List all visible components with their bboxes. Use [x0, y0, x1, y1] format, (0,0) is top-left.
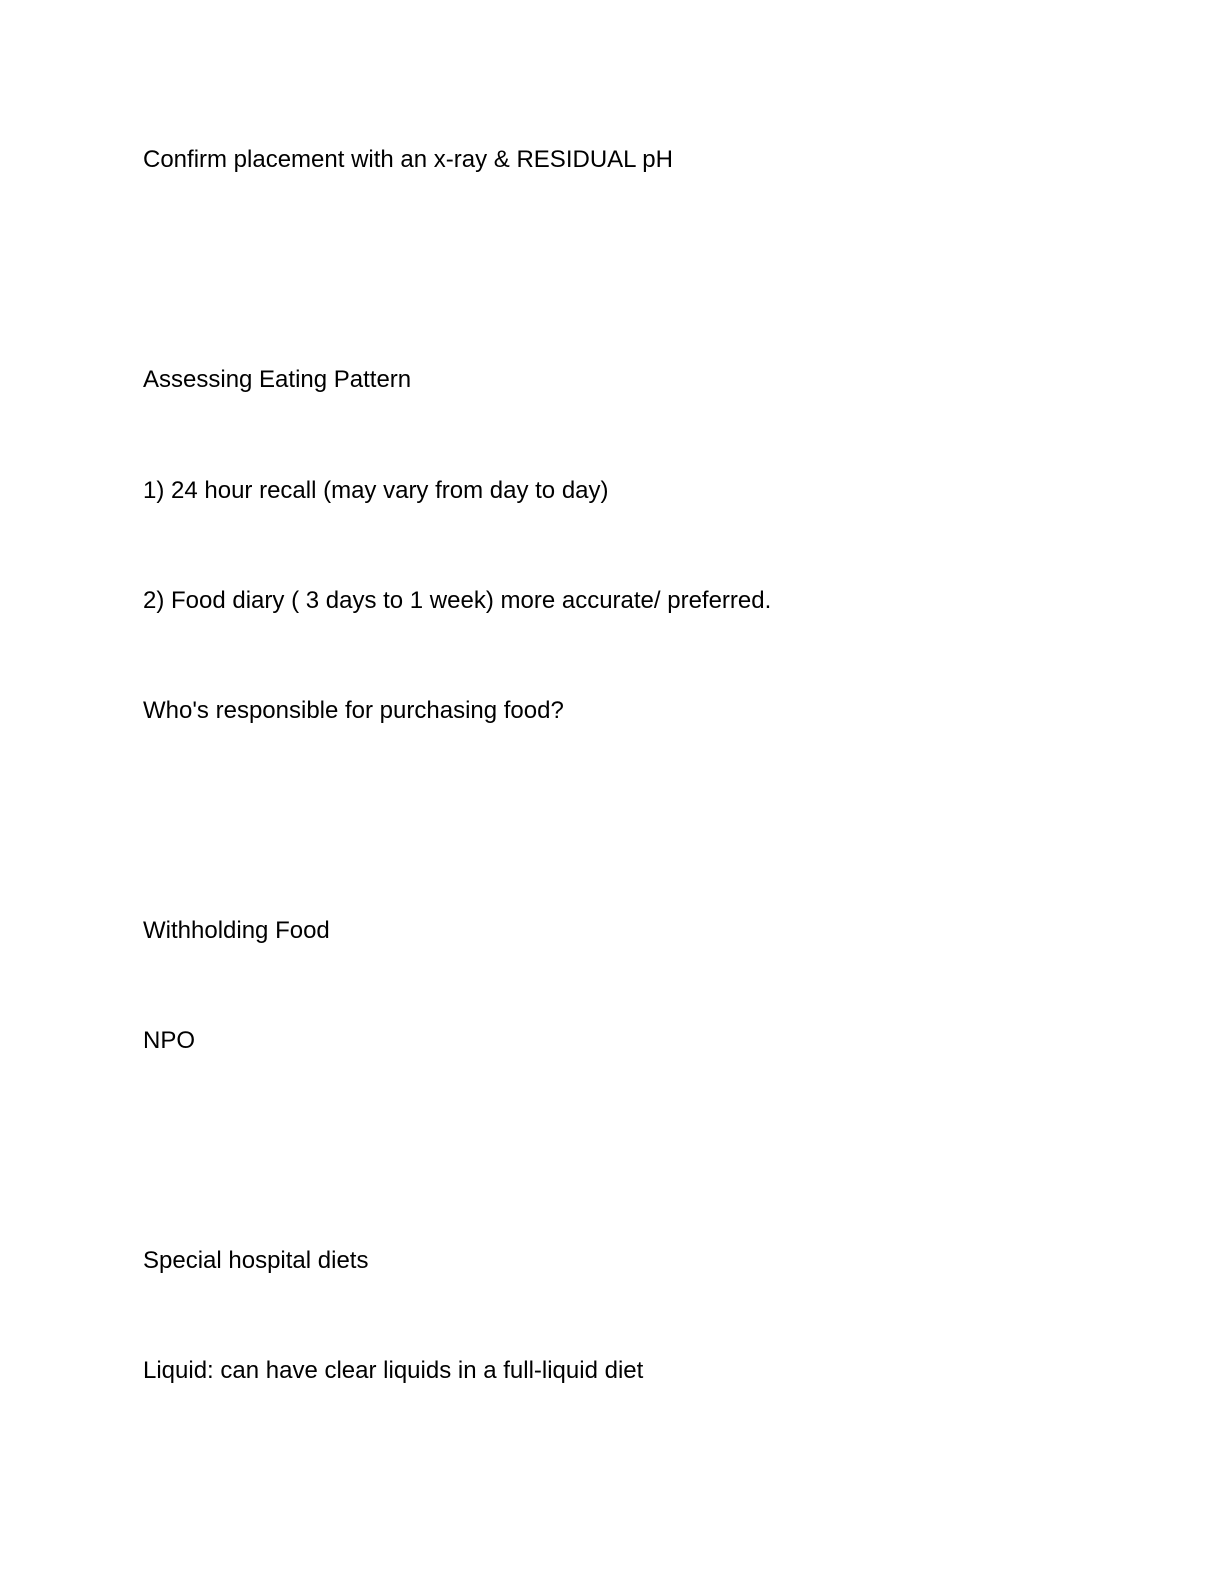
question-line-purchasing-food: Who's responsible for purchasing food? [143, 697, 564, 724]
list-item-24-hour-recall: 1) 24 hour recall (may vary from day to day) [143, 477, 609, 504]
npo-line: NPO [143, 1027, 196, 1054]
placement-confirmation-line: Confirm placement with an x-ray & RESIDUAL pH [143, 146, 673, 173]
section-heading-assessing-eating-pattern: Assessing Eating Pattern [143, 366, 412, 393]
list-item-food-diary: 2) Food diary ( 3 days to 1 week) more accurate/ preferred. [143, 587, 772, 614]
liquid-diet-line: Liquid: can have clear liquids in a full-liquid diet [143, 1357, 644, 1384]
section-heading-special-hospital-diets: Special hospital diets [143, 1247, 369, 1274]
section-heading-withholding-food: Withholding Food [143, 917, 330, 944]
